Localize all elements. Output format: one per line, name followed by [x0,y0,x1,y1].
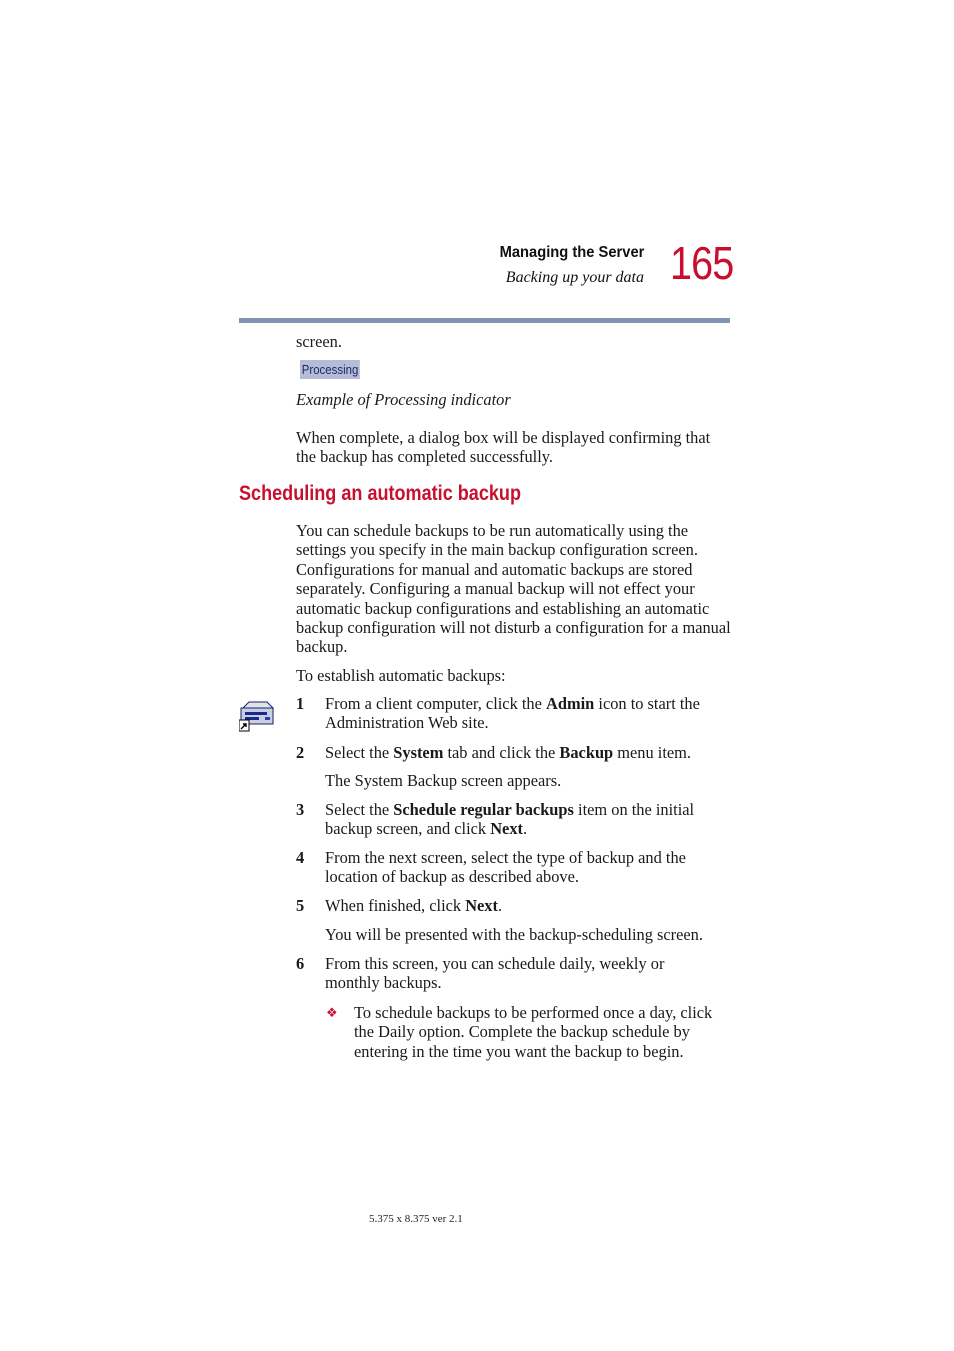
step-text: From the next screen, select the type of backup and the location of backup as described above. [325,848,686,887]
step-number: 1 [296,694,305,713]
step-number: 6 [296,954,305,973]
lead-in-text: To establish automatic backups: [296,666,506,685]
figure-caption: Example of Processing indicator [296,390,511,409]
step-note: You will be presented with the backup-scheduling screen. [325,925,703,944]
step-number: 4 [296,848,305,867]
step-number: 5 [296,896,305,915]
step-text: From this screen, you can schedule daily, weekly or monthly backups. [325,954,665,993]
processing-indicator: Processing [301,362,359,377]
section-heading: Scheduling an automatic backup [239,482,521,505]
chapter-title: Managing the Server [499,244,644,261]
bullet-text: To schedule backups to be performed once a day, click the Daily option. Complete the backup schedule by entering in the time you want the backup to begin. [354,1003,713,1061]
step-number: 2 [296,743,305,762]
page-number: 165 [670,237,734,289]
step-text: Select the Schedule regular backups item on the initial backup screen, and click Next. [325,800,695,839]
step-number: 3 [296,800,305,819]
footer-version: 5.375 x 8.375 ver 2.1 [369,1213,463,1225]
section-paragraph: You can schedule backups to be run automatically using the settings you specify in the main backup configuration screen. Configurations for manual and automatic backups are stored separately. Configuring a manual backup will not effect your automatic backup configurations and establishing an automatic backup configuration will not disturb a configuration for a manual backup. [296,521,731,657]
header-rule [239,318,730,323]
complete-paragraph: When complete, a dialog box will be displayed confirming that the backup has completed successfully. [296,428,711,467]
section-subtitle: Backing up your data [505,269,644,286]
step-note: The System Backup screen appears. [325,771,562,790]
diamond-bullet-icon: ❖ [326,1005,338,1020]
step-text: Select the System tab and click the Backup menu item. [325,743,692,762]
screen-text: screen. [296,332,342,351]
step-text: When finished, click Next. [325,896,503,915]
admin-shortcut-icon [239,700,275,732]
step-text: From a client computer, click the Admin icon to start the Administration Web site. [325,694,700,733]
